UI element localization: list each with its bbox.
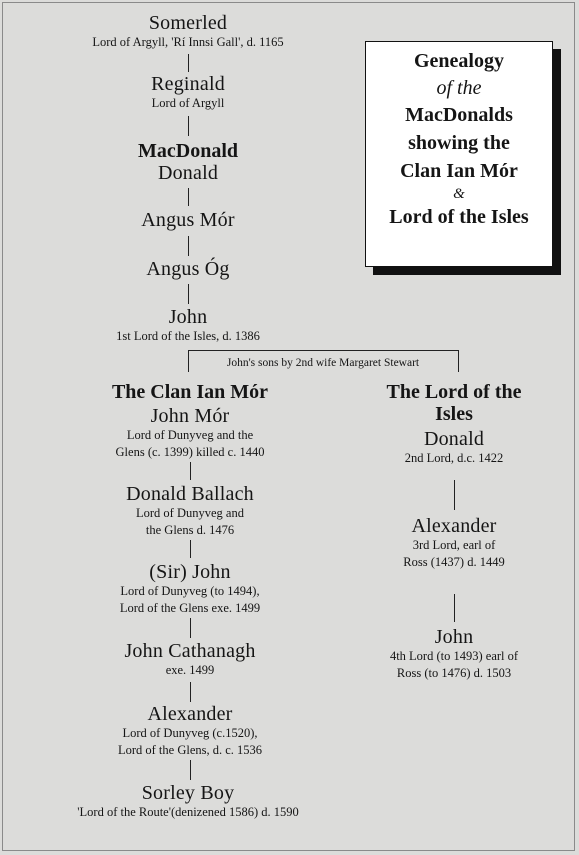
person-somerled [92,12,283,51]
person-detail: 'Lord of the Route'(denizened 1586) d. 1590 [77,805,299,819]
connector-line [190,760,191,780]
connector-line [190,540,191,558]
person-name: John Mór [150,405,230,427]
split-drop-right [458,350,459,372]
branch-heading: The Lord of the [386,381,522,403]
person-name: Reginald [151,73,225,95]
person-detail: Lord of Dunyveg and the [126,428,254,442]
connector-line [190,618,191,638]
person-name: (Sir) John [149,561,231,583]
connector-line [188,54,189,72]
person-john-4th-lord [390,626,518,682]
person-detail: 3rd Lord, earl of [412,538,496,552]
person-detail: Lord of Argyll, 'Rí Innsi Gall', d. 1165 [92,35,284,49]
branch-heading: Isles [435,403,473,425]
person-detail: Ross (to 1476) d. 1503 [396,666,512,680]
person-sorley-boy [77,782,298,821]
person-name: Donald Ballach [126,483,254,505]
family-heading: MacDonald [138,140,238,162]
person-name: Alexander [147,703,233,725]
person-detail: Lord of Argyll [151,96,225,110]
title-box [365,41,553,267]
person-name: Donald [157,162,219,184]
person-name: Angus Mór [141,209,235,231]
title-line-lord-of-the-isles: Lord of the Isles [389,206,529,228]
branch-heading: The Clan Ian Mór [111,381,269,403]
person-detail: 1st Lord of the Isles, d. 1386 [116,329,260,343]
title-line-clan-ian-mor: Clan Ian Mór [400,160,518,182]
person-detail: the Glens d. 1476 [145,523,235,537]
connector-line [188,188,189,206]
person-detail: 4th Lord (to 1493) earl of [389,649,519,663]
title-line-genealogy: Genealogy [414,50,504,72]
title-ampersand: & [453,186,465,202]
person-donald [138,140,238,184]
person-alexander-3rd-lord [403,515,504,571]
connector-line [188,284,189,304]
branch-heading-clan-ian-mor [112,381,268,403]
person-detail: exe. 1499 [165,663,215,677]
branch-heading-lord-of-the-isles [387,381,522,425]
person-detail: Glens (c. 1399) killed c. 1440 [115,445,265,459]
person-name: John [168,306,208,328]
split-drop-left [188,350,189,372]
connector-line [454,480,455,510]
connector-line [188,116,189,136]
connector-line [190,462,191,480]
title-line-showing-the: showing the [408,132,510,154]
split-horizontal [188,350,458,351]
person-detail: Lord of Dunyveg and [136,506,244,520]
person-name: Angus Óg [146,258,230,280]
person-sir-john [120,561,260,617]
person-reginald [151,73,225,112]
person-detail: 2nd Lord, d.c. 1422 [404,451,504,465]
connector-line [190,682,191,702]
title-line-macdonalds: MacDonalds [405,104,513,126]
person-name: John [434,626,474,648]
connector-line [188,236,189,256]
person-detail: Ross (1437) d. 1449 [403,555,505,569]
person-alexander-dunyveg [118,703,262,759]
person-angus-og [146,258,229,280]
person-name: John Cathanagh [124,640,256,662]
person-name: Donald [423,428,485,450]
person-john-mor [116,405,265,461]
person-donald-2nd-lord [405,428,504,467]
person-donald-ballach [126,483,254,539]
split-note: John's sons by 2nd wife Margaret Stewart [226,357,420,369]
title-line-of-the: of the [436,77,482,99]
person-detail: Lord of Dunyveg (to 1494), [120,584,260,598]
person-john-1st-lord [116,306,260,345]
person-name: Alexander [411,515,497,537]
person-detail: Lord of the Glens, d. c. 1536 [117,743,263,757]
connector-line [454,594,455,622]
person-angus-mor [141,209,234,231]
person-detail: Lord of the Glens exe. 1499 [119,601,261,615]
person-name: Sorley Boy [141,782,235,804]
person-john-cathanagh [124,640,255,679]
person-detail: Lord of Dunyveg (c.1520), [122,726,258,740]
person-name: Somerled [148,12,228,34]
